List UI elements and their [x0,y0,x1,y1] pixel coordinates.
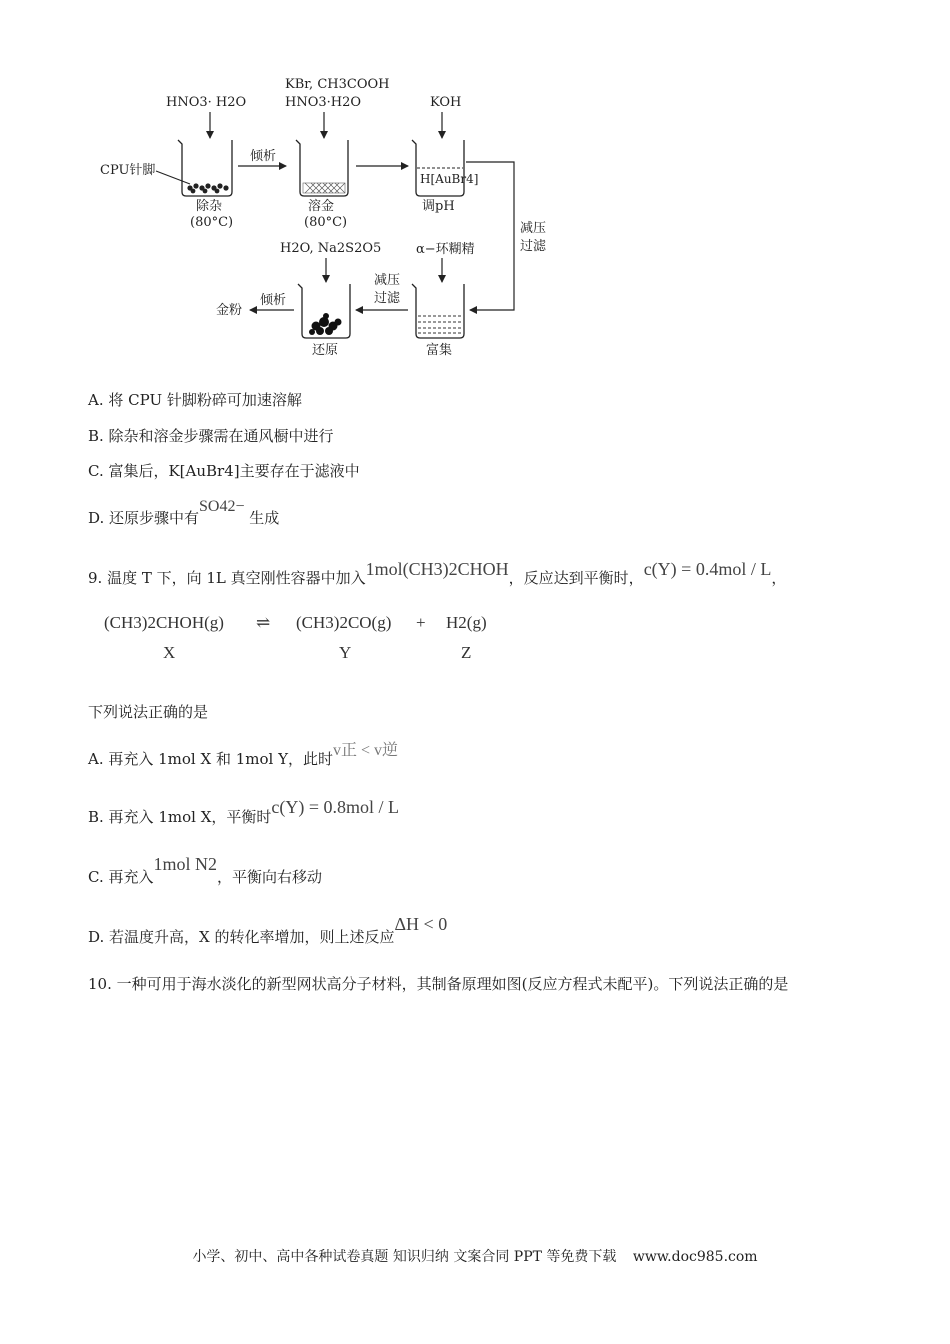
step-label-2: 溶金 [308,199,335,214]
filter-label-1b: 过滤 [520,239,547,254]
step-label-3: 调pH [422,199,455,214]
equation-product-z: H2(g) [446,613,487,632]
q9-option-b-text: B. 再充入 1mol X，平衡时 [88,808,272,826]
q9-option-c-text: C. 再充入 [88,868,154,886]
cpu-pin-label: CPU针脚 [100,163,156,178]
q8-option-d-prefix: D. 还原步骤中有 [88,509,200,527]
equation-plus: + [416,613,426,632]
q9-option-c-math: 1mol N2 [153,854,217,874]
filter-label-1a: 减压 [520,221,547,236]
q9-option-a-text: A. 再充入 1mol X 和 1mol Y，此时 [88,750,333,768]
q10-stem: 10. 一种可用于海水淡化的新型网状高分子材料，其制备原理如图(反应方程式未配平)。下列说法正确的是 [88,975,789,993]
label-x: X [163,643,176,662]
label-y: Y [339,643,352,662]
crosshatch-layer [303,183,345,193]
q8-option-d [88,498,280,528]
beaker-3-content: H[AuBr4] [420,172,479,186]
reagent-label-2b: HNO3·H2O [285,95,362,110]
q9-stem-mid: ，反应达到平衡时， [508,569,644,587]
footer-url[interactable]: www.doc985.com [632,1249,758,1265]
q8-option-b: B. 除杂和溶金步骤需在通风橱中进行 [88,427,334,445]
step-label-5: 富集 [426,343,453,358]
step-label-1: 除杂 [196,199,223,214]
process-flow-diagram [90,70,570,370]
label-z: Z [461,643,472,662]
page-footer [0,1246,950,1266]
reagent-label-1: HNO3· H2O [166,95,247,110]
reagent-label-5: α−环糊精 [416,242,475,257]
q8-option-a: A. 将 CPU 针脚粉碎可加速溶解 [88,391,302,409]
filter-label-2b: 过滤 [374,291,401,306]
beaker-5 [412,284,464,338]
q9-option-d [88,914,448,947]
liquid-layers-5 [418,316,462,333]
q9-stem-end: ， [771,569,787,587]
equation-product-y: (CH3)2CO(g) [296,613,392,632]
q9-option-d-text: D. 若温度升高，X 的转化率增加，则上述反应 [88,928,395,946]
decant-label-2: 倾析 [260,293,287,308]
metal-pins [187,183,228,193]
q9-option-d-math: ΔH < 0 [394,914,448,934]
step-temp-1: (80°C) [190,215,234,230]
q8-option-d-suffix: 生成 [249,509,280,527]
cpu-pointer-line [156,171,190,184]
q9-stem-prefix: 9. 温度 T 下，向 1L 真空刚性容器中加入 [88,569,366,587]
reagent-label-3: KOH [430,95,462,110]
q8-option-c: C. 富集后，K[AuBr4]主要存在于滤液中 [88,462,360,480]
q9-stem-amount: 1mol(CH3)2CHOH [365,559,509,579]
q9-option-a-math: v正 < v逆 [332,742,399,759]
q9-stem-concentration: c(Y) = 0.4mol / L [643,559,772,579]
reagent-label-4: H2O, Na2S2O5 [280,241,382,256]
equilibrium-arrow: ⇌ [256,613,271,632]
q9-option-c-suffix: ，平衡向右移动 [217,868,323,886]
q9-option-a [88,742,399,769]
step-label-4: 还原 [312,343,339,358]
filter-label-2a: 减压 [374,273,401,288]
reagent-label-2a: KBr, CH3COOH [285,77,390,92]
footer-text: 小学、初中、高中各种试卷真题 知识归纳 文案合同 PPT 等免费下载 [192,1249,617,1265]
q9-question: 下列说法正确的是 [88,703,209,721]
q9-option-c [88,854,323,887]
sulfate-formula: SO42− [199,498,245,515]
decant-label-1: 倾析 [250,149,277,164]
q9-option-b [88,797,400,827]
product-label: 金粉 [216,303,243,318]
step-temp-2: (80°C) [304,215,348,230]
beaker-4 [298,284,350,338]
q9-option-b-math: c(Y) = 0.8mol / L [271,797,400,817]
q9-stem [88,559,787,588]
gold-particles [309,313,342,335]
equation-reactant-x: (CH3)2CHOH(g) [104,613,224,632]
